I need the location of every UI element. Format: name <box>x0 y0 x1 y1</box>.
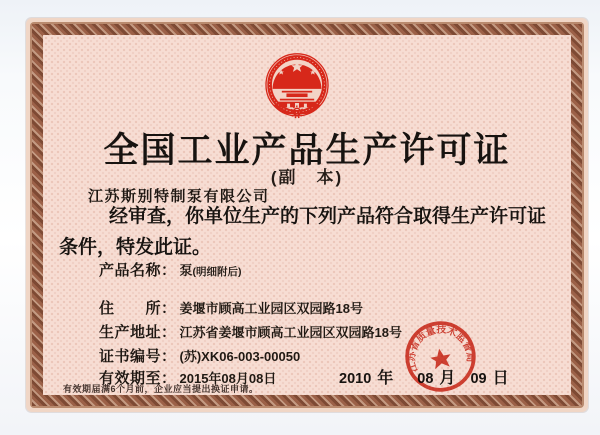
certificate-subtitle: (副 本) <box>270 168 344 187</box>
field-row-product-name <box>99 259 242 280</box>
seal-star-icon <box>429 347 453 370</box>
field-value: 姜堰市顾高工业园区双园路18号 <box>179 301 363 316</box>
company-name: 江苏斯别特制泵有限公司 <box>88 188 270 205</box>
field-value: (苏)XK06-003-00050 <box>179 349 301 364</box>
issue-month: 08 <box>417 371 434 387</box>
issue-day-unit: 日 <box>492 370 509 387</box>
issue-month-unit: 月 <box>439 370 456 387</box>
field-row-certificate-number <box>99 345 300 366</box>
field-label: 生产地址： <box>99 324 177 341</box>
field-value: 泵 <box>179 263 193 278</box>
field-row-address <box>99 297 363 318</box>
svg-text:江苏省质量技术监督局 <box>399 316 479 375</box>
certificate-body: 经审查，你单位生产的下列产品符合取得生产许可证条件，特发此证。 <box>59 206 547 258</box>
product-note: (明细附后) <box>192 266 242 278</box>
issue-day: 09 <box>470 371 487 387</box>
field-row-production-address <box>99 321 402 342</box>
issue-year: 2010 <box>339 371 372 387</box>
seal-text: 江苏省质量技术监督局 <box>406 324 476 374</box>
issue-year-unit: 年 <box>377 370 394 387</box>
field-value: 2015年08月08日 <box>179 371 277 386</box>
certificate-inner <box>43 35 571 395</box>
field-label: 有效期至： <box>99 370 177 387</box>
national-emblem-icon <box>264 49 330 126</box>
field-label: 证书编号： <box>99 348 177 365</box>
certificate-title: 全国工业产品生产许可证 <box>103 131 511 170</box>
field-label: 住 所： <box>99 300 177 317</box>
validity-note: 有效期届满6个月前，企业应当提出换证申请。 <box>63 384 259 394</box>
field-label: 产品名称： <box>99 262 177 279</box>
certificate-frame <box>32 24 582 406</box>
field-value: 江苏省姜堰市顾高工业园区双园路18号 <box>179 325 402 340</box>
official-seal <box>397 313 487 400</box>
